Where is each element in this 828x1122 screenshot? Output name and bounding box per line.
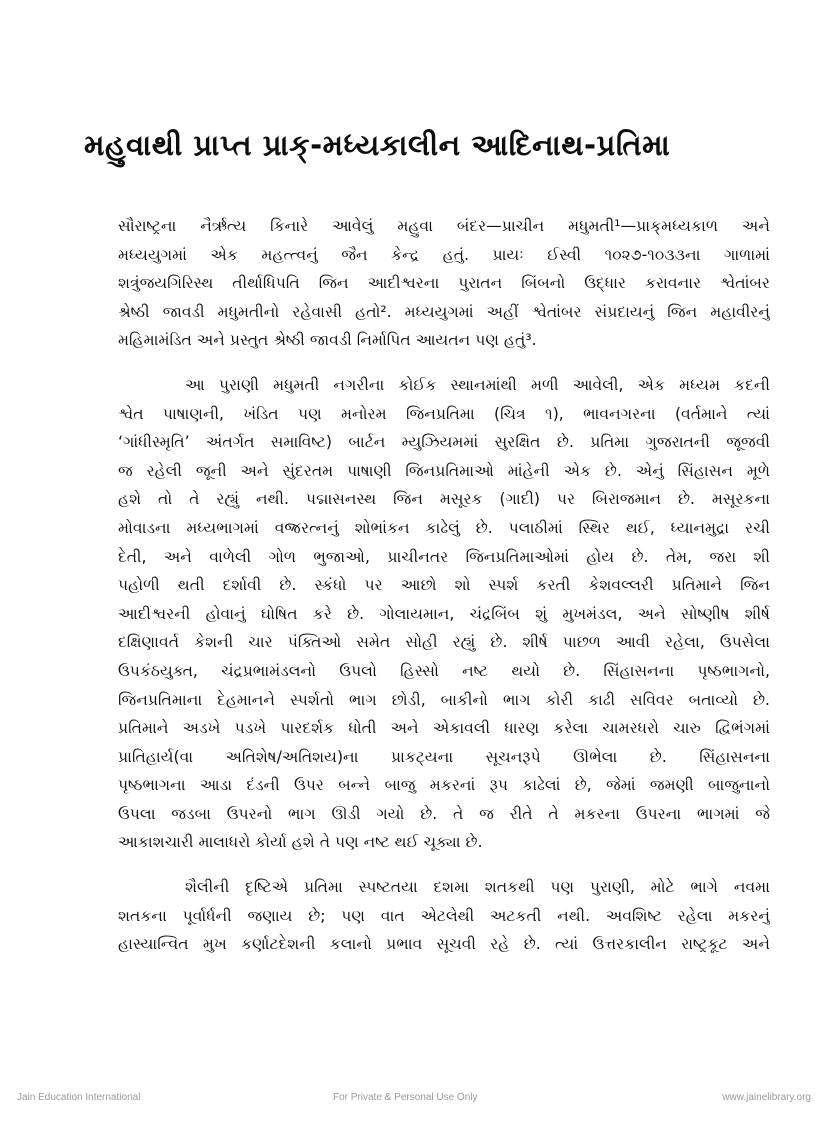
page-title: મહુવાથી પ્રાપ્ત પ્રાક્‌-મધ્યકાલીન આદિનાથ-પ્રતિમા — [84, 128, 671, 162]
text-line: હશે તો તે રહ્યું નથી. પદ્માસનસ્થ જિન મસૂરક (ગાદી) પર બિરાજમાન છે. મસૂરકના — [118, 490, 770, 509]
text-line: મહિમામંડિત અને પ્રસ્તુત શ્રેષ્ઠી જાવડી નિર્માપિત આયતન પણ હતું³. — [118, 331, 537, 350]
text-line: ‘ગાંધીસ્મૃતિ’ અંતર્ગત સમાવિષ્ટ) બાર્ટન મ્યુઝિયમમાં સુરક્ષિત છે. પ્રતિમા ગુજરાતની જૂજવી — [118, 433, 770, 452]
text-line: શ્રેષ્ઠી જાવડી મધુમતીનો રહેવાસી હતો². મધ્યયુગમાં અહીં શ્વેતાંબર સંપ્રદાયનું જિન મહાવીરનું — [118, 302, 770, 321]
text-line: પ્રાતિહાર્ય(વા અતિશેષ/અતિશય)ના પ્રાકટ્યના સૂચનરૂપે ઊભેલા છે. સિંહાસનના — [118, 747, 770, 766]
text-line: મધ્યયુગમાં એક મહત્ત્વનું જૈન કેન્દ્ર હતું. પ્રાયઃ ઈસ્વી ૧૦૨૭-૧૦૩૩ના ગાળામાં — [118, 245, 770, 264]
text-line: જિનપ્રતિમાના દેહમાનને સ્પર્શતો ભાગ છોડી, બાકીનો ભાગ કોરી કાઢી સવિવર બતાવ્યો છે. — [118, 690, 770, 709]
text-line: દેતી, અને વાળેલી ગોળ ભુજાઓ, પ્રાચીનતર જિનપ્રતિમાઓમાં હોય છે. તેમ, જરા શી — [118, 547, 770, 566]
text-line: પ્રતિમાને અડખે પડખે પારદર્શક ધોતી અને એકાવલી ધારણ કરેલા ચામરધરો ચારુ દ્વિભંગમાં — [118, 719, 770, 738]
text-line: જ રહેલી જૂની અને સુંદરતમ પાષાણી જિનપ્રતિમાઓ માંહેની એક છે. એનું સિંહાસન મૂળે — [118, 461, 770, 480]
text-line: આ પુરાણી મધુમતી નગરીના કોઈક સ્થાનમાંથી મળી આવેલી, એક મધ્યમ કદની — [185, 375, 770, 394]
paragraph-3 — [118, 873, 770, 959]
text-line: શતકના પૂર્વાર્ધની જણાય છે; પણ વાત એટલેથી અટકતી નથી. અવશિષ્ટ રહેલા મકરનું — [118, 906, 770, 925]
text-line: શત્રુંજયગિરિસ્થ તીર્થાધિપતિ જિન આદીશ્વરના પુરાતન બિંબનો ઉદ્ધાર કરાવનાર શ્વેતાંબર — [118, 274, 770, 293]
footer-usage-notice: For Private & Personal Use Only — [333, 1092, 478, 1103]
text-line: સૌરાષ્ટ્રના નૈર્ઋત્ય કિનારે આવેલું મહુવા બંદર—પ્રાચીન મધુમતી¹—પ્રાક્‌મધ્યકાળ અને — [118, 217, 770, 235]
text-line: પહોળી થતી દર્શાવી છે. સ્કંધો પર આછો શો સ્પર્શ કરતી કેશવલ્લરી પ્રતિમાને જિન — [118, 576, 770, 595]
text-line: ઉપકંઠયુક્ત, ચંદ્રપ્રભામંડલનો ઉપલો હિસ્સો નષ્ટ થયો છે. સિંહાસનના પૃષ્ઠભાગનો, — [118, 661, 770, 680]
text-line: આકાશચારી માલાધરો કોર્યા હશે તે પણ નષ્ટ થઈ ચૂક્યા છે. — [118, 833, 483, 852]
footer-website-link[interactable]: www.jainelibrary.org — [722, 1092, 811, 1103]
paragraph-1 — [118, 212, 770, 355]
text-line: હાસ્યાન્વિત મુખ કર્ણાટદેશની કલાનો પ્રભાવ સૂચવી રહે છે. ત્યાં ઉત્તરકાલીન રાષ્ટ્રકૂટ અને — [118, 935, 770, 954]
text-line: દક્ષિણાવર્ત કેશની ચાર પંક્તિઓ સમેત સોહી રહ્યું છે. શીર્ષ પાછળ આવી રહેલા, ઉપસેલા — [118, 633, 770, 652]
text-line: પૃષ્ઠભાગના આડા દંડની ઉપર બન્ને બાજુ મકરનાં રૂપ કાઢેલાં છે, જેમાં જમણી બાજુનાનો — [118, 776, 770, 795]
text-line: શ્વેત પાષાણની, ખંડિત પણ મનોરમ જિનપ્રતિમા (ચિત્ર ૧), ભાવનગરના (વર્તમાને ત્યાં — [118, 404, 770, 423]
footer-publisher: Jain Education International — [17, 1092, 141, 1103]
text-line: મોવાડના મધ્યભાગમાં વજ્રરત્નનું શોભાંકન કાઢેલું છે. પલાઠીમાં સ્થિર થઈ, ધ્યાનમુદ્રા રચી — [118, 518, 770, 537]
text-line: શૈલીની દૃષ્ટિએ પ્રતિમા સ્પષ્ટતયા દશમા શતકથી પણ પુરાણી, મોટે ભાગે નવમા — [185, 878, 770, 897]
article-body — [118, 212, 770, 975]
text-line: આદીશ્વરની હોવાનું ઘોષિત કરે છે. ગોલાયમાન, ચંદ્રબિંબ શું મુખમંડલ, અને સોષ્ણીષ શીર્ષ — [118, 604, 770, 623]
text-line: ઉપલા જડબા ઉપરનો ભાગ ઊડી ગયો છે. તે જ રીતે તે મકરના ઉપરના ભાગમાં જે — [118, 804, 770, 823]
paragraph-2 — [118, 371, 770, 857]
